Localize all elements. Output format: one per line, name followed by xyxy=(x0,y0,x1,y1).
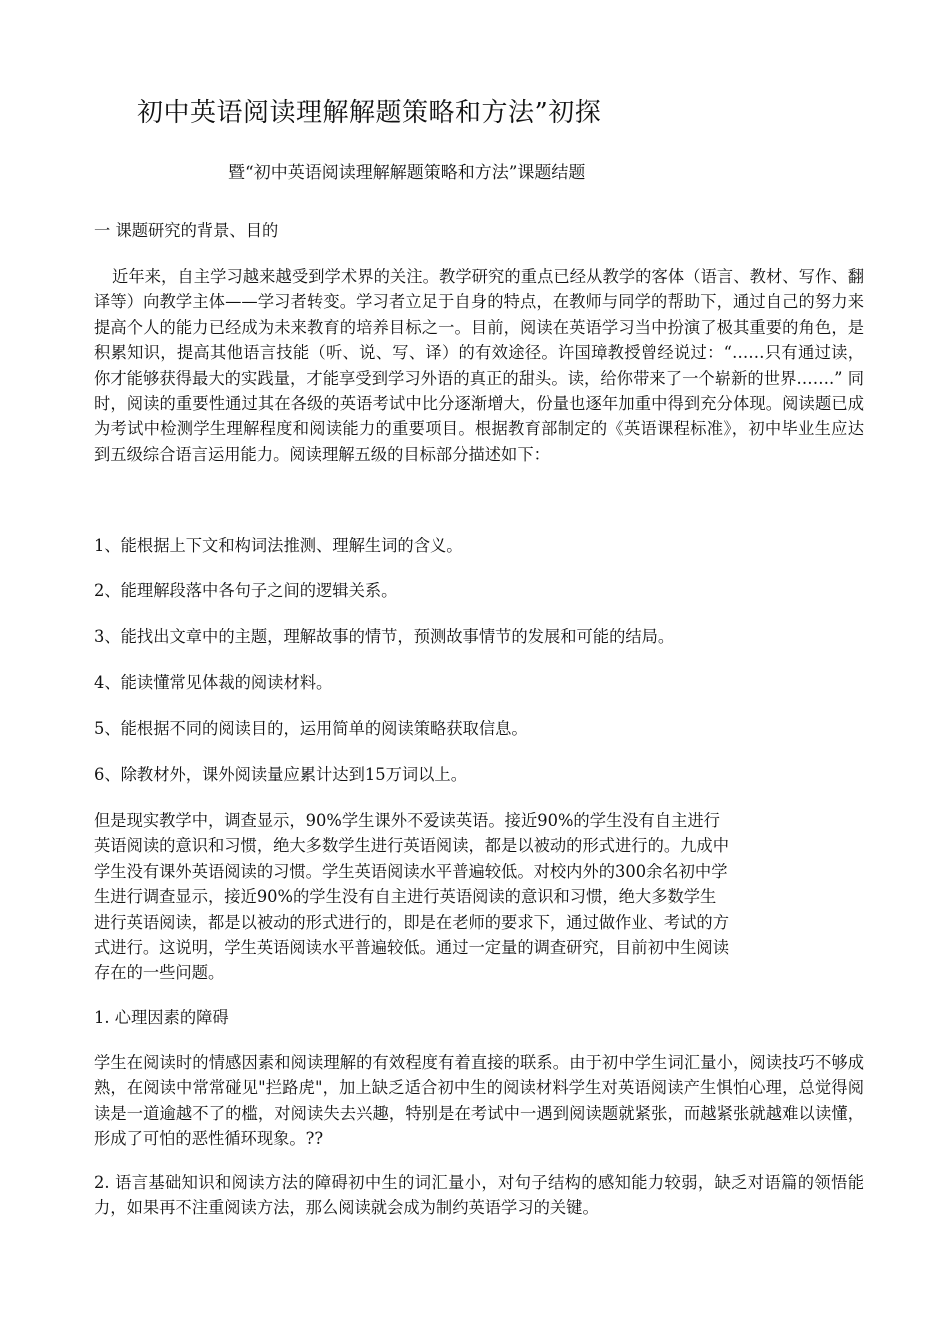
heading-psychological-barrier: 1. 心理因素的障碍 xyxy=(94,1008,229,1027)
survey-line: 生进行调查显示，接近90%的学生没有自主进行英语阅读的意识和习惯，绝大多数学生 xyxy=(94,887,717,907)
survey-line: 存在的一些问题。 xyxy=(94,963,225,983)
survey-line: 式进行。这说明，学生英语阅读水平普遍较低。通过一定量的调查研究，目前初中生阅读 xyxy=(94,938,729,958)
document-subtitle: 暨“初中英语阅读理解解题策略和方法”课题结题 xyxy=(228,163,586,183)
goal-item-2: 2、能理解段落中各句子之间的逻辑关系。 xyxy=(94,581,398,600)
intro-paragraph: 近年来，自主学习越来越受到学术界的关注。教学研究的重点已经从教学的客体（语言、教材、写作、翻译等）向教学主体——学习者转变。学习者立足于自身的特点，在教师与同学的帮助下，通过自己的努力来提高个人的能力已经成为未来教育的培养目标之一。目前，阅读在英语学习当中扮演了极其重要的角色，是积累知识，提高其他语言技能（听、说、写、译）的有效途径。许国璋教授曾经说过：“……只有通过读，你才能够获得最大的实践量，才能享受到学习外语的真正的甜头。读，给你带来了一个崭新的世界…….” 同时，阅读的重要性通过其在各级的英语考试中比分逐渐增大，份量也逐年加重中得到充分体现。阅读题已成为考试中检测学生理解程度和阅读能力的重要项目。根据教育部制定的《英语课程标准》，初中毕业生应达到五级综合语言运用能力。阅读理解五级的目标部分描述如下： xyxy=(94,267,864,464)
goal-item-6: 6、除教材外，课外阅读量应累计达到15万词以上。 xyxy=(94,765,467,784)
survey-line: 进行英语阅读，都是以被动的形式进行的，即是在老师的要求下，通过做作业、考试的方 xyxy=(94,912,729,932)
goal-item-4: 4、能读懂常见体裁的阅读材料。 xyxy=(94,673,333,692)
survey-line: 学生没有课外英语阅读的习惯。学生英语阅读水平普遍较低。对校内外的300余名初中学 xyxy=(94,861,728,881)
goal-item-1: 1、能根据上下文和构词法推测、理解生词的含义。 xyxy=(94,536,463,555)
document-title: 初中英语阅读理解解题策略和方法”初探 xyxy=(137,98,602,128)
psych-paragraph: 学生在阅读时的情感因素和阅读理解的有效程度有着直接的联系。由于初中学生词汇量小，阅读技巧不够成熟，在阅读中常常碰见"拦路虎"，加上缺乏适合初中生的阅读材料学生对英语阅读产生惧怕心理，总觉得阅读是一道逾越不了的槛，对阅读失去兴趣，特别是在考试中一遇到阅读题就紧张，而越紧张就越难以读懂，形成了可怕的恶性循环现象。?? xyxy=(94,1053,864,1149)
goal-item-3: 3、能找出文章中的主题，理解故事的情节，预测故事情节的发展和可能的结局。 xyxy=(94,627,675,646)
survey-line: 英语阅读的意识和习惯，绝大多数学生进行英语阅读，都是以被动的形式进行的。九成中 xyxy=(94,836,729,856)
section-heading-background: 一 课题研究的背景、目的 xyxy=(94,221,279,240)
goal-item-5: 5、能根据不同的阅读目的，运用简单的阅读策略获取信息。 xyxy=(94,719,528,738)
survey-line: 但是现实教学中，调查显示，90%学生课外不爱读英语。接近90%的学生没有自主进行 xyxy=(94,811,720,830)
survey-paragraph xyxy=(94,808,864,986)
language-barrier-paragraph: 2. 语言基础知识和阅读方法的障碍初中生的词汇量小，对句子结构的感知能力较弱，缺乏对语篇的领悟能力，如果再不注重阅读方法，那么阅读就会成为制约英语学习的关键。 xyxy=(94,1173,864,1218)
